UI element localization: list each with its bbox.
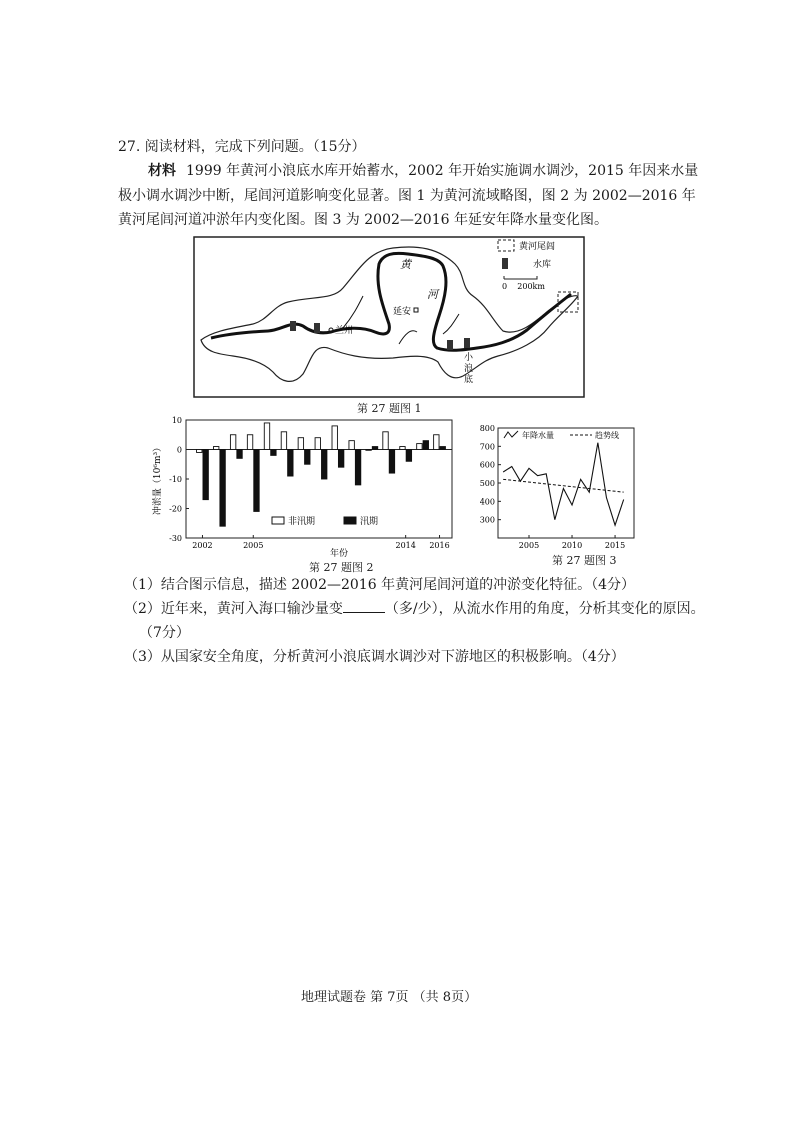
x-tick-label: 2010 — [561, 541, 583, 550]
fig2-caption: 第 27 题图 2 — [309, 561, 374, 574]
legend-trend-label: 趋势线 — [595, 431, 619, 440]
flood-bar — [440, 447, 445, 450]
reservoir-4 — [464, 338, 470, 348]
y-tick-label: 10 — [171, 416, 182, 425]
x-tick-label: 2016 — [429, 541, 450, 550]
flood-bar — [338, 450, 343, 468]
legend-non-flood-label: 非汛期 — [288, 517, 316, 527]
legend-precipitation-swatch — [504, 431, 518, 438]
xiaolangdi-label-1: 小 — [464, 353, 474, 363]
flood-bar — [271, 450, 276, 456]
material-line-2: 极小调水调沙中断，尾闾河道影响变化显著。图 1 为黄河流域略图，图 2 为 2002—2016 年 — [118, 188, 696, 204]
y-tick-label: 0 — [176, 445, 182, 455]
legend-estuary-icon — [498, 240, 514, 251]
material-label: 材料 — [148, 163, 176, 179]
x-axis-label: 年份 — [329, 549, 349, 557]
legend-estuary-label: 黄河尾闾 — [519, 242, 556, 252]
non-flood-bar — [281, 432, 286, 450]
precipitation-series-line — [503, 443, 624, 526]
x-tick-label: 2005 — [243, 541, 264, 550]
material-text-1: 1999 年黄河小浪底水库开始蓄水，2002 年开始实施调水调沙，2015 年因来水量 — [186, 163, 699, 179]
page-footer: 地理试题卷 第 7页 （共 8页） — [301, 990, 478, 1005]
y-tick-label: -30 — [169, 534, 182, 543]
legend-precipitation-label: 年降水量 — [522, 431, 554, 440]
reservoir-3 — [447, 340, 453, 350]
non-flood-bar — [434, 435, 439, 450]
x-tick-label: 2014 — [395, 541, 416, 550]
flood-bar — [288, 450, 293, 477]
material-line-3: 黄河尾闾河道冲淤年内变化图。图 3 为 2002—2016 年延安年降水量变化图。 — [118, 212, 608, 228]
sub-question-2-after: （多/少），从流水作用的角度，分析其变化的原因。 — [384, 601, 705, 617]
non-flood-bar — [230, 435, 235, 450]
y-tick-label: 500 — [479, 479, 495, 488]
flood-bar — [322, 450, 327, 480]
tributary-1 — [343, 296, 363, 328]
tributary-3 — [443, 314, 459, 334]
river-label-2: 河 — [427, 288, 438, 301]
non-flood-bar — [315, 438, 320, 450]
non-flood-bar — [366, 450, 371, 451]
y-tick-label: -20 — [169, 504, 182, 514]
sub-question-1: （1）结合图示信息，描述 2002—2016 年黄河尾闾河道的冲淤变化特征。（4分） — [124, 577, 635, 593]
legend-reservoir-label: 水库 — [533, 260, 552, 270]
sub-question-2-score: （7分） — [139, 625, 190, 641]
yanan-point — [414, 308, 418, 312]
flood-bar — [203, 450, 208, 500]
river-label-1: 黄 — [400, 258, 411, 271]
precipitation-line-chart — [470, 422, 640, 557]
y-tick-label: -10 — [169, 475, 182, 484]
map-frame — [194, 237, 584, 397]
non-flood-bar — [400, 447, 405, 450]
non-flood-bar — [213, 447, 218, 450]
sub-question-2-before: （2）近年来，黄河入海口输沙量变 — [124, 601, 343, 617]
sub-question-3: （3）从国家安全角度，分析黄河小浪底调水调沙对下游地区的积极影响。（4分） — [124, 649, 625, 665]
legend-flood-swatch — [344, 517, 356, 524]
material-line-1 — [148, 160, 698, 180]
non-flood-bar — [383, 432, 388, 450]
flood-bar — [237, 450, 242, 459]
non-flood-bar — [417, 444, 422, 450]
flood-bar — [372, 447, 377, 450]
xiaolangdi-label-3: 底 — [464, 375, 474, 385]
non-flood-bar — [298, 438, 303, 450]
tributary-2 — [399, 331, 417, 344]
flood-bar — [423, 441, 428, 450]
fig3-caption: 第 27 题图 3 — [552, 554, 617, 567]
answer-blank[interactable] — [343, 600, 385, 613]
legend-scale-bar — [504, 276, 537, 279]
basin-outline — [201, 247, 578, 381]
legend-non-flood-swatch — [272, 517, 284, 524]
y-tick-label: 400 — [479, 497, 495, 507]
non-flood-bar — [197, 450, 202, 453]
non-flood-bar — [247, 435, 252, 450]
legend-reservoir-icon — [502, 258, 508, 269]
lanzhou-label: 兰州 — [335, 326, 354, 336]
y-tick-label: 800 — [479, 424, 495, 433]
scour-silt-bar-chart — [150, 412, 460, 557]
y-tick-label: 300 — [479, 515, 495, 525]
question-title: 27. 阅读材料，完成下列问题。（15分） — [118, 139, 366, 155]
y-tick-label: 600 — [479, 460, 495, 470]
flood-bar — [389, 450, 394, 474]
non-flood-bar — [264, 423, 269, 450]
legend-flood-label: 汛期 — [360, 517, 379, 527]
flood-bar — [406, 450, 411, 462]
x-tick-label: 2015 — [604, 541, 626, 550]
non-flood-bar — [332, 426, 337, 450]
flood-bar — [305, 450, 310, 465]
yanan-label: 延安 — [393, 307, 412, 317]
flood-bar — [220, 450, 225, 527]
yellow-river-line — [211, 253, 571, 350]
non-flood-bar — [349, 441, 354, 450]
yellow-river-map — [193, 236, 585, 398]
sub-question-2 — [124, 598, 705, 618]
reservoir-2 — [314, 323, 320, 333]
x-tick-label: 2002 — [192, 541, 213, 550]
fig1-caption: 第 27 题图 1 — [357, 402, 422, 415]
flood-bar — [355, 450, 360, 485]
y-axis-label: 冲淤量（10⁶m³） — [153, 442, 163, 516]
y-tick-label: 700 — [479, 442, 495, 452]
reservoir-1 — [290, 321, 296, 331]
xiaolangdi-label-2: 浪 — [464, 364, 474, 374]
flood-bar — [254, 450, 259, 512]
x-tick-label: 2005 — [518, 541, 540, 550]
legend-scale-label: 0 200km — [502, 282, 545, 291]
